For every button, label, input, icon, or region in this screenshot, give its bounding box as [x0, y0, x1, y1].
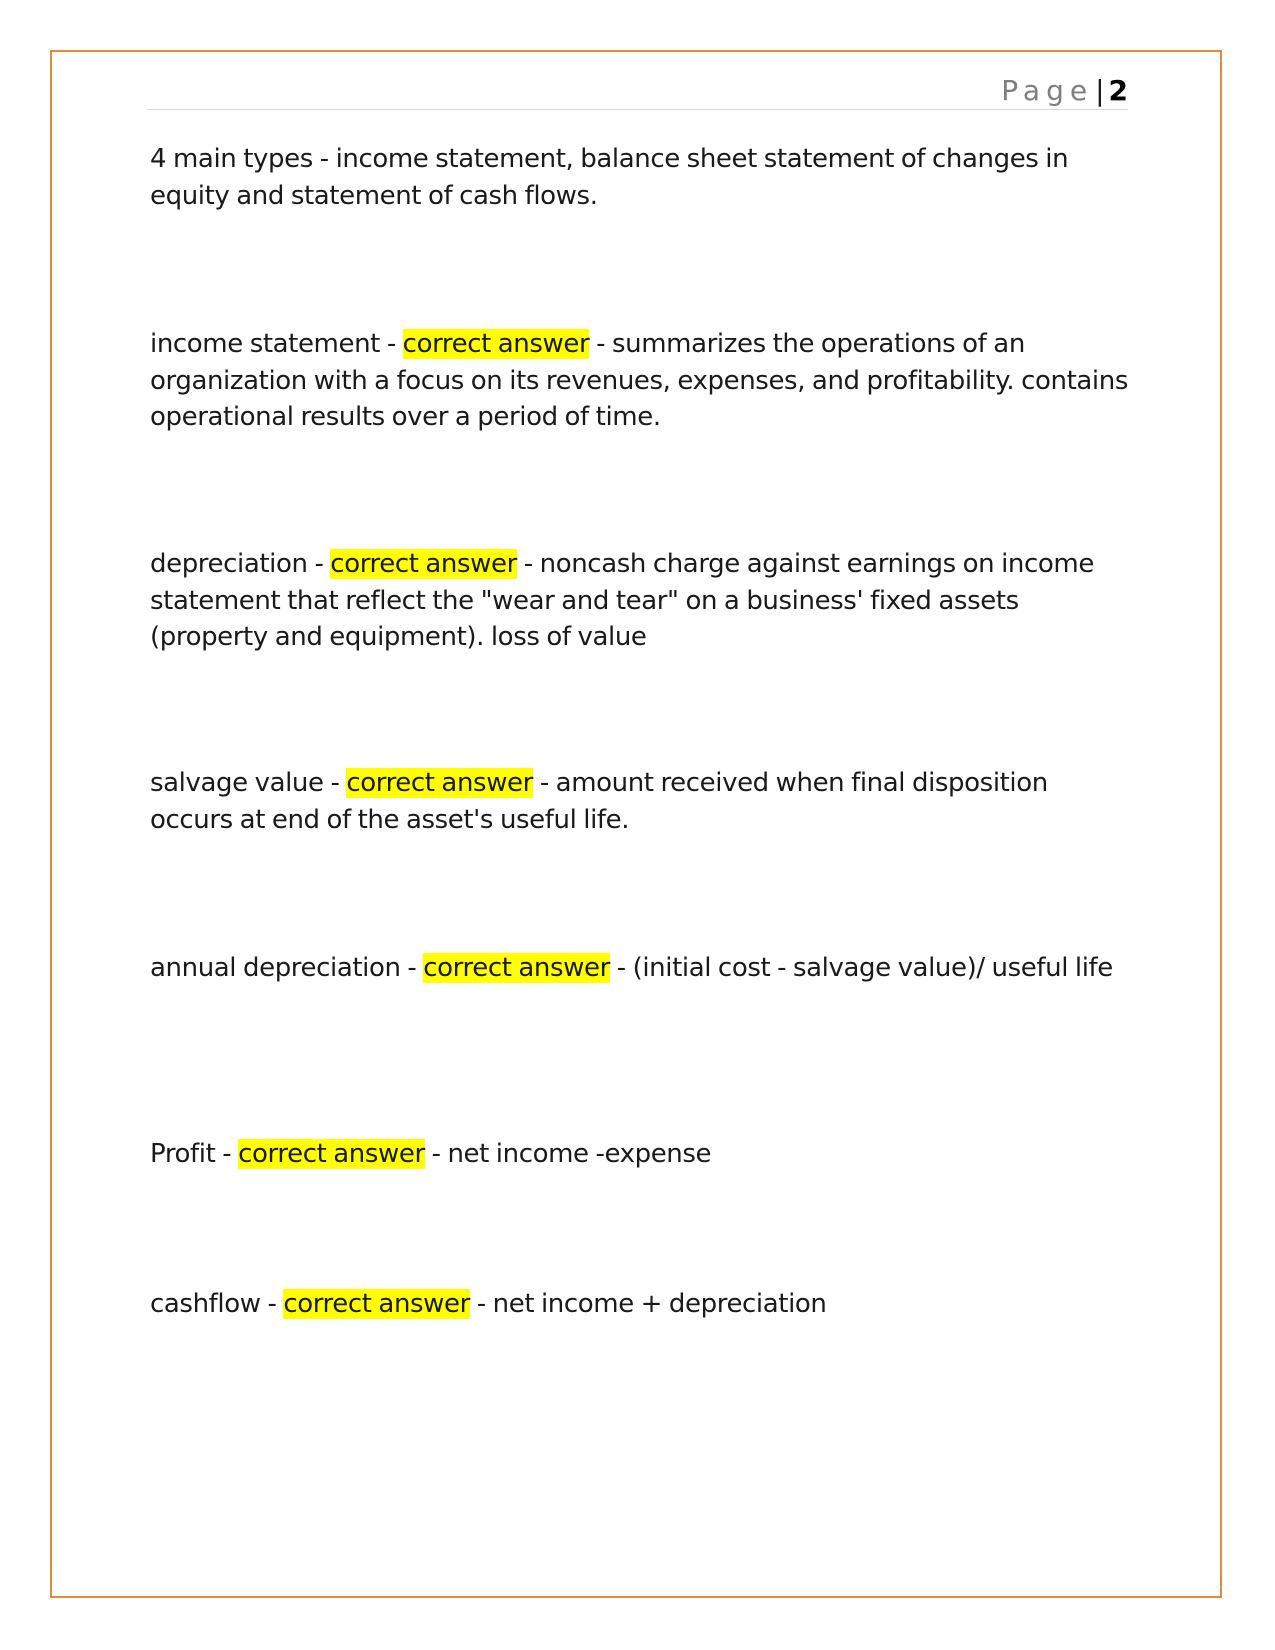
answer-highlight: correct answer	[423, 953, 610, 983]
page-number-label	[1001, 74, 1128, 108]
answer-highlight: correct answer	[238, 1139, 425, 1169]
entry-depreciation	[150, 546, 1135, 656]
page-word: Page	[1001, 74, 1094, 107]
entry-definition: - net income + depreciation	[469, 1289, 827, 1319]
entry-term: cashflow -	[150, 1289, 284, 1319]
intro-text: 4 main types - income statement, balance sheet statement of changes in equity and statement of cash flows.	[150, 144, 1069, 211]
entry-term: annual depreciation -	[150, 953, 424, 983]
page-header	[147, 72, 1128, 110]
entry-cashflow	[150, 1286, 1135, 1323]
entry-definition: - net income -expense	[424, 1139, 712, 1169]
entry-term: Profit -	[150, 1139, 239, 1169]
entry-term: salvage value -	[150, 768, 347, 798]
answer-highlight: correct answer	[283, 1289, 470, 1319]
entry-income-statement	[150, 326, 1135, 436]
entry-annual-depreciation	[150, 950, 1135, 987]
entry-salvage-value	[150, 765, 1135, 838]
answer-highlight: correct answer	[402, 329, 590, 359]
entry-definition: - amount received when final disposition occurs at end of the asset's useful life.	[150, 768, 1048, 835]
entry-term: depreciation -	[150, 549, 331, 579]
entry-definition: - (initial cost - salvage value)/ useful life	[609, 953, 1113, 983]
entry-definition: - noncash charge against earnings on income statement that reflect the "wear and tear" on a business' fixed assets (property and equipment). loss of value	[150, 549, 1094, 652]
answer-highlight: correct answer	[330, 549, 517, 579]
answer-highlight: correct answer	[346, 768, 533, 798]
entry-profit	[150, 1136, 1135, 1173]
intro-paragraph	[150, 141, 1135, 214]
page-number: 2	[1108, 74, 1128, 107]
entry-definition: - summarizes the operations of an organization with a focus on its revenues, expenses, and profitability. contains operational results over a period of time.	[150, 329, 1128, 432]
entry-term: income statement -	[150, 329, 403, 359]
page-separator: |	[1095, 74, 1105, 107]
